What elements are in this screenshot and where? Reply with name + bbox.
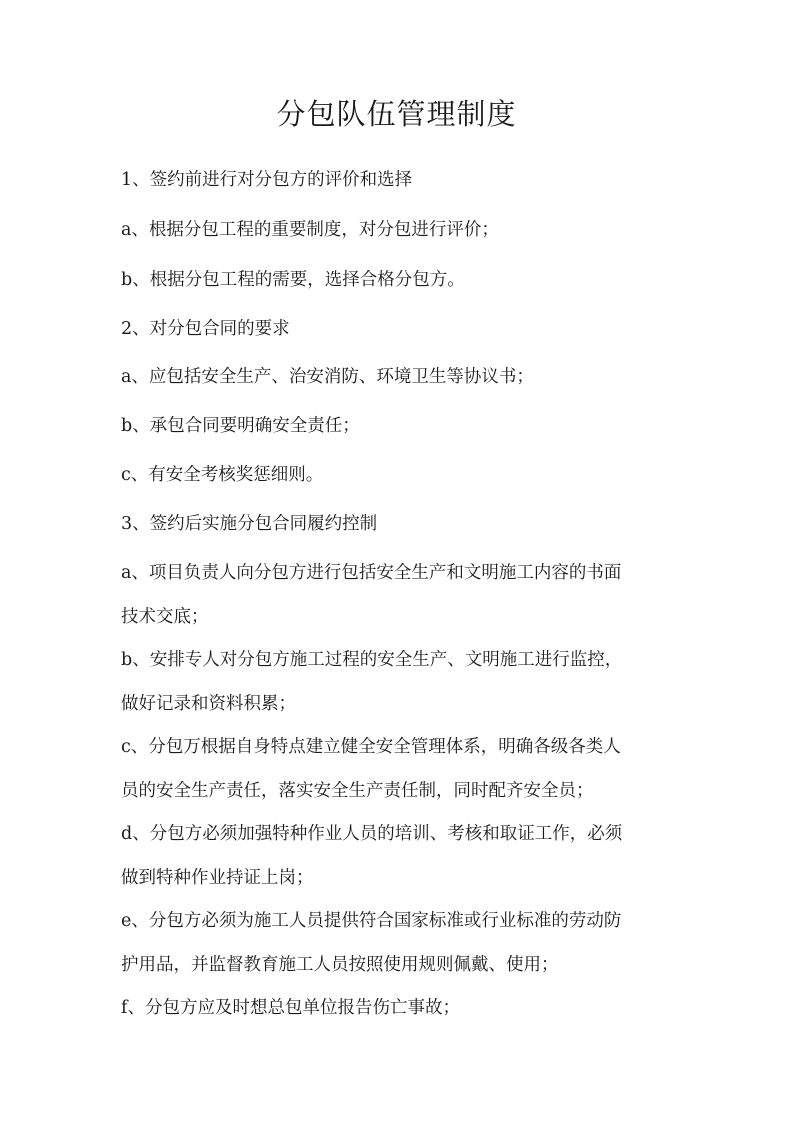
paragraph: [121, 502, 677, 546]
paragraph-line: e、分包方必须为施工人员提供符合国家标准或行业标准的劳动防: [121, 911, 622, 931]
paragraph-line: 3、签约后实施分包合同履约控制: [121, 514, 378, 534]
paragraph: [121, 638, 677, 726]
paragraph-line: f、分包方应及时想总包单位报告伤亡事故；: [121, 998, 460, 1018]
paragraph-line: a、项目负责人向分包方进行包括安全生产和文明施工内容的书面: [121, 563, 622, 583]
paragraph-line: 做到特种作业持证上岗；: [121, 868, 314, 888]
paragraph: [121, 404, 677, 448]
paragraph-line: 做好记录和资料积累；: [121, 694, 296, 714]
paragraph: [121, 453, 677, 497]
paragraph-line: 护用品，并监督教育施工人员按照使用规则佩戴、使用；: [121, 955, 559, 975]
paragraph-line: c、分包万根据自身特点建立健全安全管理体系，明确各级各类人: [121, 737, 621, 757]
paragraph: [121, 899, 677, 987]
paragraph: [121, 307, 677, 351]
paragraph-line: b、承包合同要明确安全责任；: [121, 416, 360, 436]
paragraph: [121, 551, 677, 639]
paragraph-line: 1、签约前进行对分包方的评价和选择: [121, 170, 413, 190]
paragraph-line: c、有安全考核奖惩细则。: [121, 465, 324, 485]
paragraph: [121, 725, 677, 813]
paragraph: [121, 355, 677, 399]
paragraph-line: b、安排专人对分包方施工过程的安全生产、文明施工进行监控，: [121, 650, 623, 670]
paragraph-line: a、应包括安全生产、治安消防、环境卫生等协议书；: [121, 367, 534, 387]
paragraph-line: d、分包方必须加强特种作业人员的培训、考核和取证工作，必须: [121, 824, 623, 844]
document-title: 分包队伍管理制度: [276, 97, 517, 131]
paragraph-line: 技术交底；: [121, 607, 209, 627]
paragraph-line: 2、对分包合同的要求: [121, 319, 290, 339]
paragraph-line: a、根据分包工程的重要制度，对分包进行评价；: [121, 220, 499, 240]
paragraph: [121, 258, 677, 302]
paragraph: [121, 812, 677, 900]
paragraph: [121, 986, 677, 1030]
paragraph: [121, 158, 677, 202]
paragraph-line: b、根据分包工程的需要，选择合格分包方。: [121, 270, 465, 290]
paragraph-line: 员的安全生产责任，落实安全生产责任制，同时配齐安全员；: [121, 781, 594, 801]
paragraph: [121, 208, 677, 252]
